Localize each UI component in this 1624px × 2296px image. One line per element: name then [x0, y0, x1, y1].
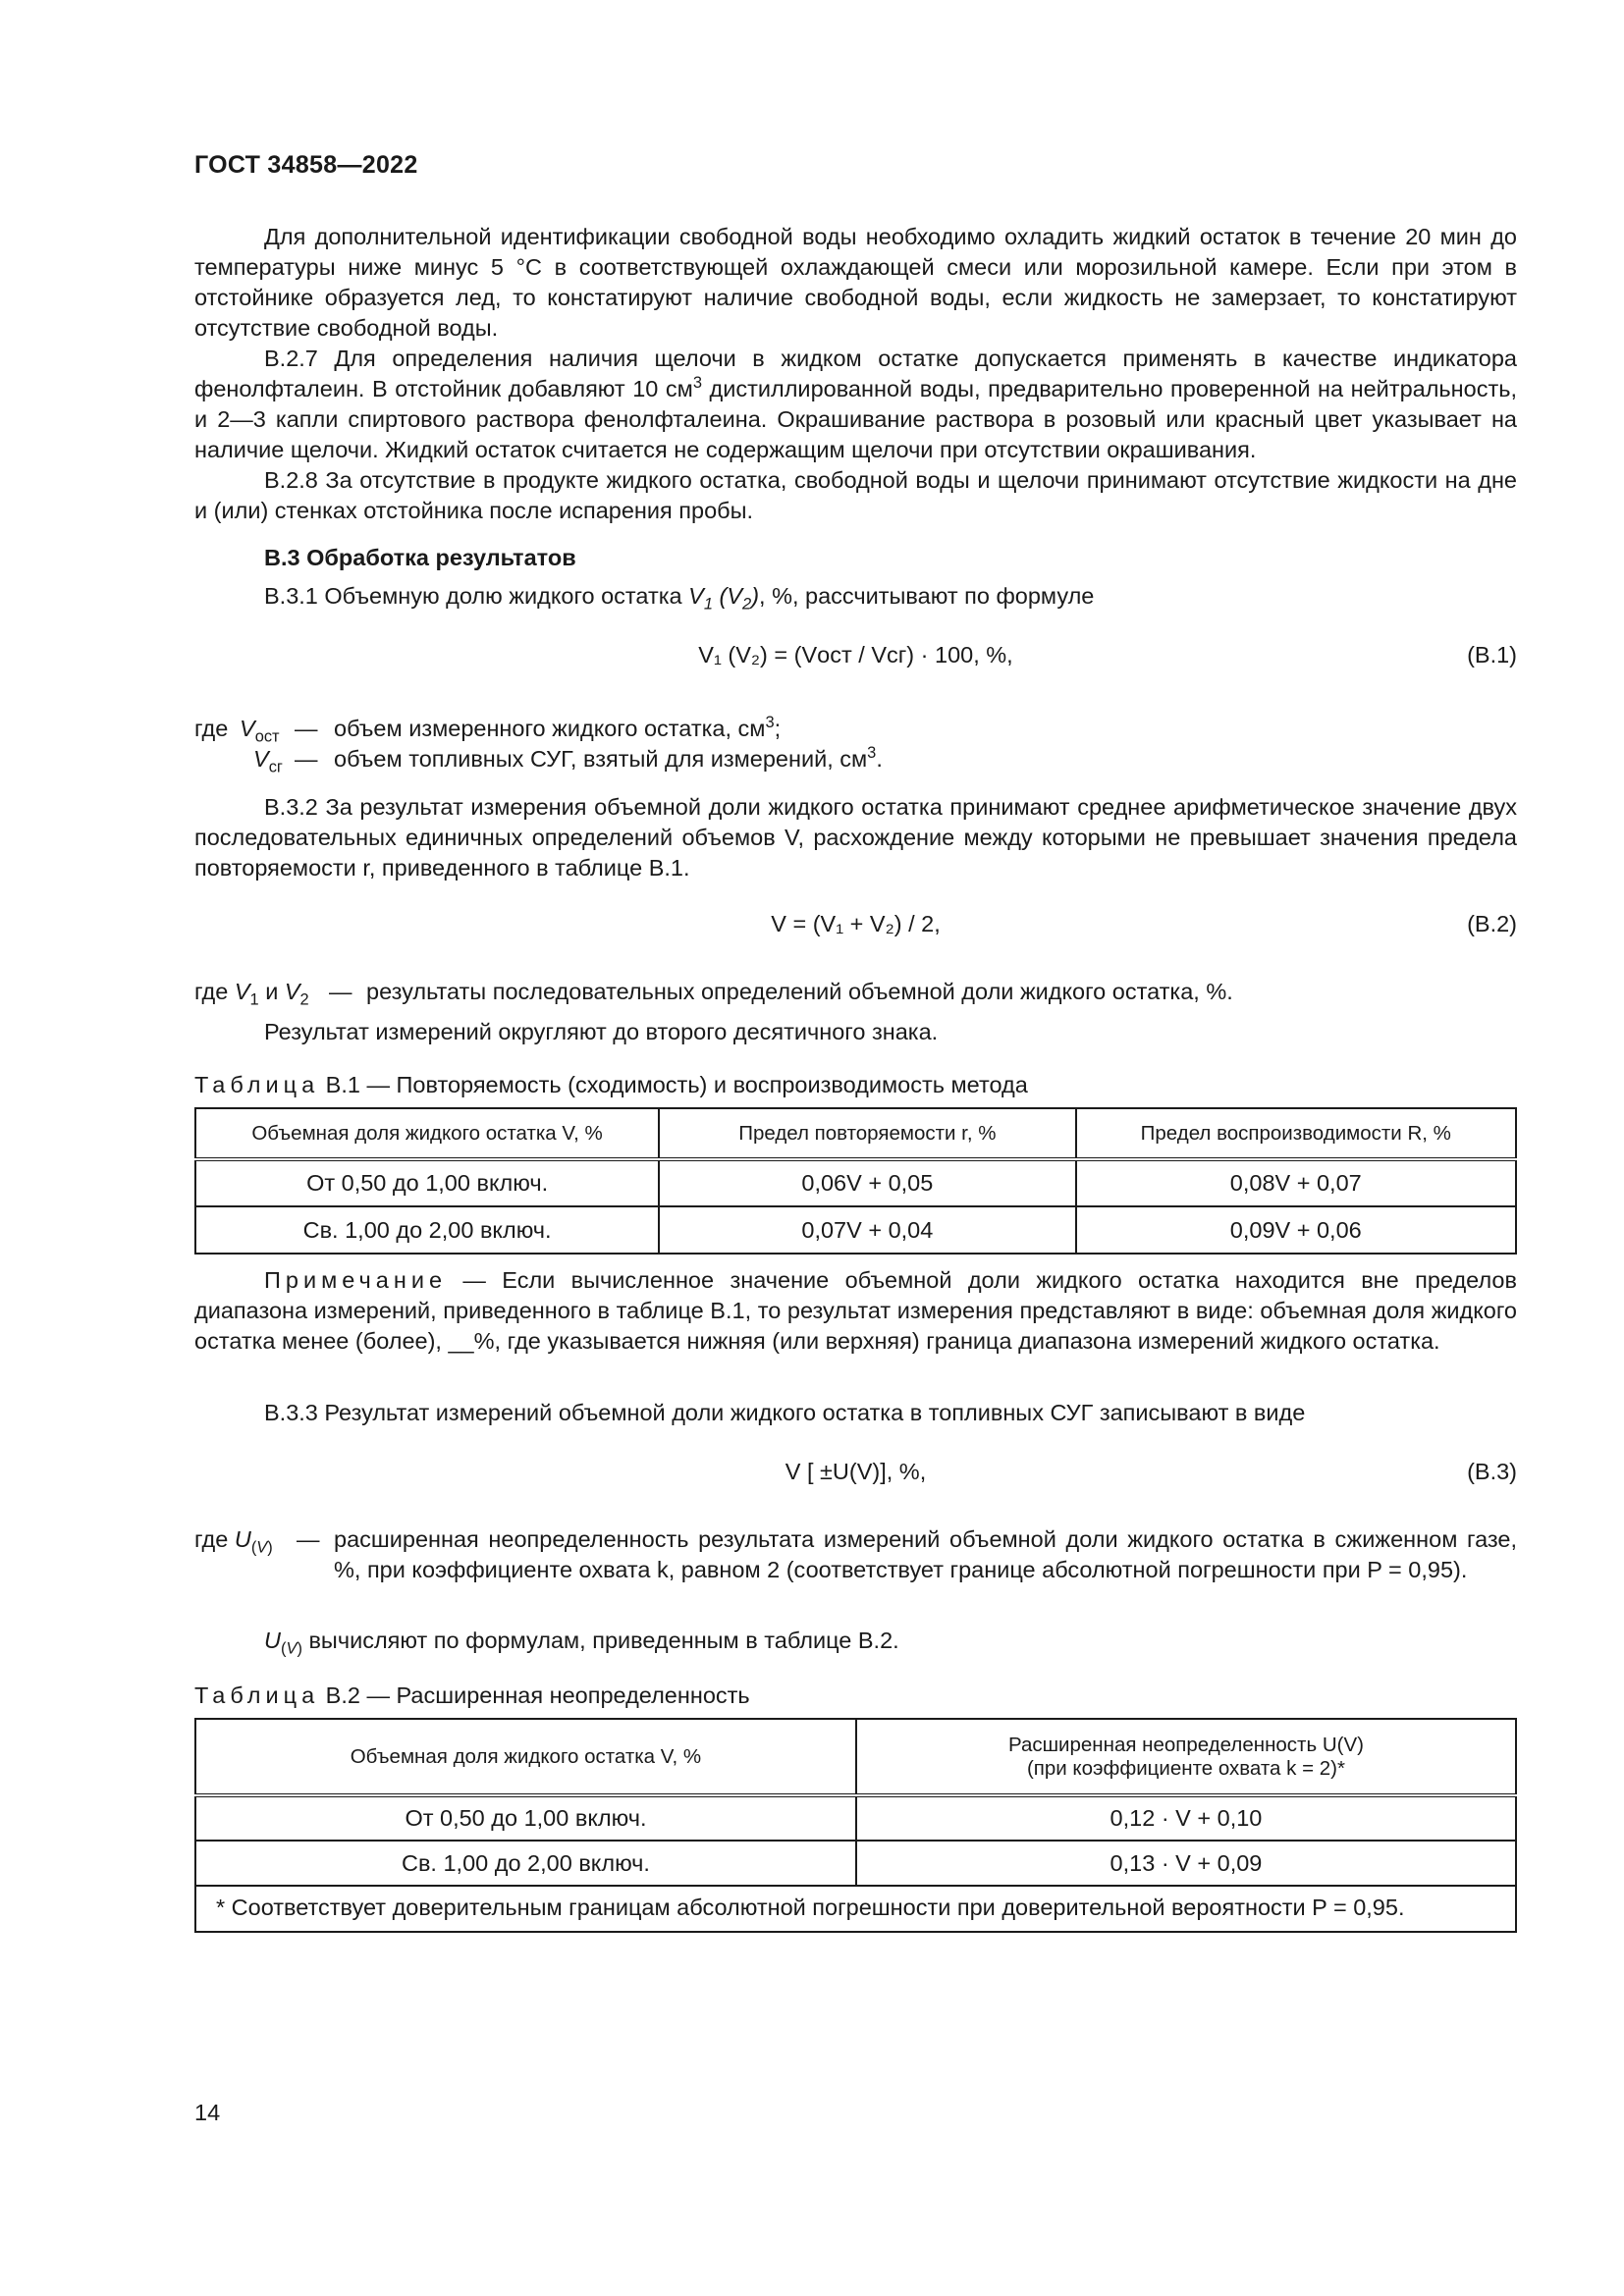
formula-b2-expression: V = (V₁ + V₂) / 2,	[771, 911, 941, 936]
formula-b1	[194, 640, 1517, 670]
table-cell: От 0,50 до 1,00 включ.	[195, 1159, 659, 1206]
where-def-vost: объем измеренного жидкого остатка, $см^3$;	[334, 714, 782, 741]
formula-b2	[194, 909, 1517, 939]
where-symbol-vost: $V_{ост}$	[240, 716, 280, 746]
formula-b3-number: (В.3)	[1467, 1459, 1517, 1484]
table-cell: 0,08V + 0,07	[1076, 1159, 1516, 1206]
table2-header-row	[195, 1719, 1516, 1795]
table-row	[195, 1159, 1516, 1206]
page-number: 14	[194, 2100, 221, 2125]
table2-footnote-row	[195, 1886, 1516, 1932]
where-uv-def: расширенная неопределенность результата измерений объемной доли жидкого остатка в сжиженном газе, %, при коэффициенте охвата k, равном 2 (соответствует границе абсолютной погрешности при P = 0,95).	[334, 1526, 1517, 1582]
table1-note: Примечание — Если вычисленное значение объемной доли жидкого остатка находится вне пределов диапазона измерений, приведенного в таблице В.1, то результат измерения представляют в виде: объемная доля жидкого остатка менее (более), __%, где указывается нижняя (или верхняя) граница диапазона измерений жидкого остатка.	[194, 1267, 1517, 1354]
table-row	[195, 1795, 1516, 1841]
formula-b3	[194, 1457, 1517, 1487]
formula-symbol: $V_1$ $(V_2)$	[688, 583, 760, 614]
standard-header: ГОСТ 34858—2022	[194, 151, 418, 179]
table-row	[195, 1206, 1516, 1254]
table-cell: 0,12 · V + 0,10	[856, 1795, 1516, 1841]
formula-b3-expression: V [ ±U(V)], %,	[785, 1459, 927, 1484]
table-cell: 0,13 · V + 0,09	[856, 1841, 1516, 1886]
table1-header-cell: Объемная доля жидкого остатка V, %	[195, 1108, 659, 1159]
paragraph-b27: В.2.7 Для определения наличия щелочи в жидком остатке допускается применять в качестве индикатора фенолфталеин. В отстойник добавляют 10 $см^3$ дистиллированной воды, предварительно проверенной на нейтральность, и 2—3 капли спиртового раствора фенолфталеина. Окрашивание раствора в розовый или красный цвет указывает на наличие щелочи. Жидкий остаток считается не содержащим щелочи при отсутствии окрашивания.	[194, 346, 1517, 462]
formula-b1-expression: V₁ (V₂) = (Vост / Vсг) · 100, %,	[698, 642, 1013, 667]
where-dash: —	[295, 716, 318, 741]
where-dash-2: —	[295, 746, 318, 772]
where-def-vsg: объем топливных СУГ, взятый для измерений, $см^3$.	[334, 744, 883, 772]
where-v1-v2-def: результаты последовательных определений объемной доли жидкого остатка, %.	[366, 979, 1233, 1004]
where-symbol-vsg: $V_{сг}$	[253, 746, 283, 776]
table1-header-row	[195, 1108, 1516, 1159]
where-v1-v2-lead: где $V_1$ и $V_2$	[194, 979, 309, 1009]
paragraph-free-water: Для дополнительной идентификации свободной воды необходимо охладить жидкий остаток в течение 20 мин до температуры ниже минус 5 °С в соответствующей охлаждающей смеси или морозильной камере. Если при этом в отстойнике образуется лед, то констатируют наличие свободной воды, если жидкость не замерзает, то констатируют отсутствие свободной воды.	[194, 224, 1517, 341]
table2-header-cell: Расширенная неопределенность U(V) (при коэффициенте охвата k = 2)*	[856, 1719, 1516, 1795]
paragraph-b32: В.3.2 За результат измерения объемной доли жидкого остатка принимают среднее арифметическое значение двух последовательных единичных определений объемов V, расхождение между которыми не превышает значения предела повторяемости r, приведенного в таблице В.1.	[194, 794, 1517, 881]
paragraph-b33: В.3.3 Результат измерений объемной доли жидкого остатка в топливных СУГ записывают в виде	[264, 1400, 1306, 1425]
where-v1-v2-dash: —	[329, 979, 352, 1004]
table-cell: От 0,50 до 1,00 включ.	[195, 1795, 856, 1841]
formula-b2-number: (В.2)	[1467, 911, 1517, 936]
table-row	[195, 1841, 1516, 1886]
table1-header-cell: Предел повторяемости r, %	[659, 1108, 1075, 1159]
table-expanded-uncertainty	[194, 1718, 1517, 1933]
section-heading: В.3 Обработка результатов	[264, 545, 576, 570]
where-uv-lead: где $U_{(V)}$	[194, 1526, 273, 1557]
formula-b1-number: (В.1)	[1467, 642, 1517, 667]
table2-caption: Таблица В.2 — Расширенная неопределенность	[194, 1682, 750, 1708]
table1-header-cell: Предел воспроизводимости R, %	[1076, 1108, 1516, 1159]
table-cell: Св. 1,00 до 2,00 включ.	[195, 1841, 856, 1886]
paragraph-b31: В.3.1 Объемную долю жидкого остатка $V_1$ $(V_2)$, %, рассчитывают по формуле	[264, 583, 1095, 614]
rounding-rule: Результат измерений округляют до второго десятичного знака.	[264, 1019, 939, 1044]
where-lead: где	[194, 716, 229, 741]
table2-header-cell: Объемная доля жидкого остатка V, %	[195, 1719, 856, 1795]
table-cell: 0,09V + 0,06	[1076, 1206, 1516, 1254]
where-uv-dash: —	[297, 1526, 320, 1552]
table1-caption: Таблица В.1 — Повторяемость (сходимость) и воспроизводимость метода	[194, 1072, 1028, 1097]
paragraph-b28: В.2.8 За отсутствие в продукте жидкого остатка, свободной воды и щелочи принимают отсутствие жидкости на дне и (или) стенках отстойника после испарения пробы.	[194, 467, 1517, 523]
table-cell: 0,06V + 0,05	[659, 1159, 1075, 1206]
table-repeatability	[194, 1107, 1517, 1255]
table-cell: Св. 1,00 до 2,00 включ.	[195, 1206, 659, 1254]
uv-calc-sentence: $U_{(V)}$ вычисляют по формулам, приведенным в таблице В.2.	[264, 1628, 899, 1658]
table-cell: 0,07V + 0,04	[659, 1206, 1075, 1254]
table2-footnote: * Соответствует доверительным границам абсолютной погрешности при доверительной вероятности P = 0,95.	[195, 1886, 1516, 1932]
